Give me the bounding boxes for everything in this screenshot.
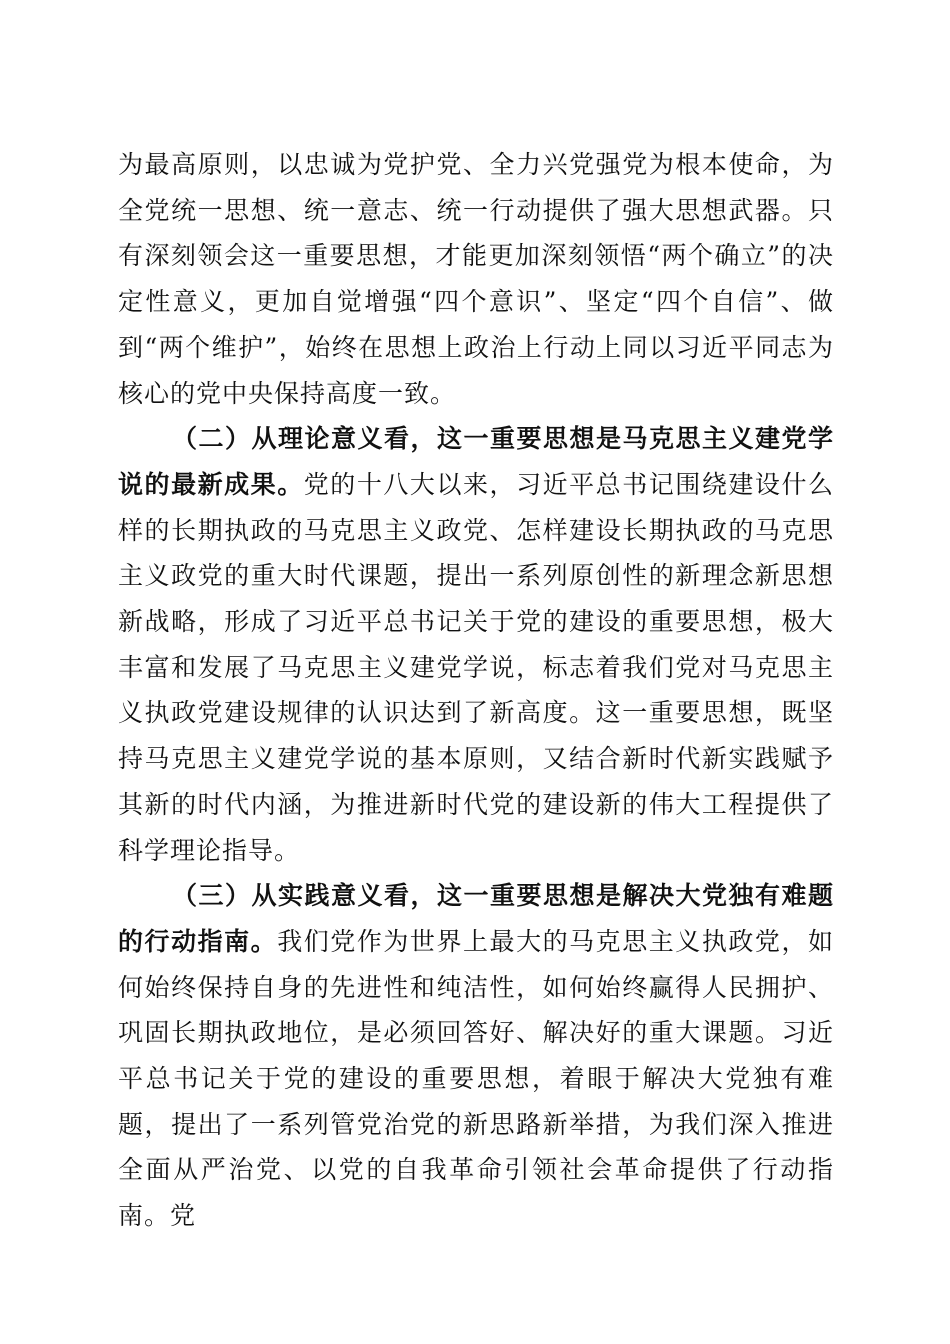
paragraph-2-text: 党的十八大以来，习近平总书记围绕建设什么样的长期执政的马克思主义政党、怎样建设长期执政的马克思主义政党的重大时代课题，提出一系列原创性的新理念新思想新战略，形成了习近平总书记关于党的建设的重要思想，极大丰富和发展了马克思主义建党学说，标志着我们党对马克思主义执政党建设规律的认识达到了新高度。这一重要思想，既坚持马克思主义建党学说的基本原则，又结合新时代新实践赋予其新的时代内涵，为推进新时代党的建设新的伟大工程提供了科学理论指导。: [118, 469, 834, 865]
paragraph-1-text: 为最高原则，以忠诚为党护党、全力兴党强党为根本使命，为全党统一思想、统一意志、统一行动提供了强大思想武器。只有深刻领会这一重要思想，才能更加深刻领悟“两个确立”的决定性意义，更加自觉增强“四个意识”、坚定“四个自信”、做到“两个维护”，始终在思想上政治上行动上同以习近平同志为核心的党中央保持高度一致。: [118, 150, 834, 408]
paragraph-3-text: 我们党作为世界上最大的马克思主义执政党，如何始终保持自身的先进性和纯洁性，如何始终赢得人民拥护、巩固长期执政地位，是必须回答好、解决好的重大课题。习近平总书记关于党的建设的重要思想，着眼于解决大党独有难题，提出了一系列管党治党的新思路新举措，为我们深入推进全面从严治党、以党的自我革命引领社会革命提供了行动指南。党: [118, 926, 834, 1231]
paragraph-3-heading: （三）从实践意义看，这一重要思想是解决大党独有难题的行动指南。: [118, 881, 834, 956]
paragraph-1: [118, 142, 834, 416]
paragraph-2-heading: （二）从理论意义看，这一重要思想是马克思主义建党学说的最新成果。: [118, 424, 834, 499]
document-body: [118, 142, 834, 1239]
paragraph-2: [118, 416, 834, 873]
paragraph-3: [118, 873, 834, 1239]
